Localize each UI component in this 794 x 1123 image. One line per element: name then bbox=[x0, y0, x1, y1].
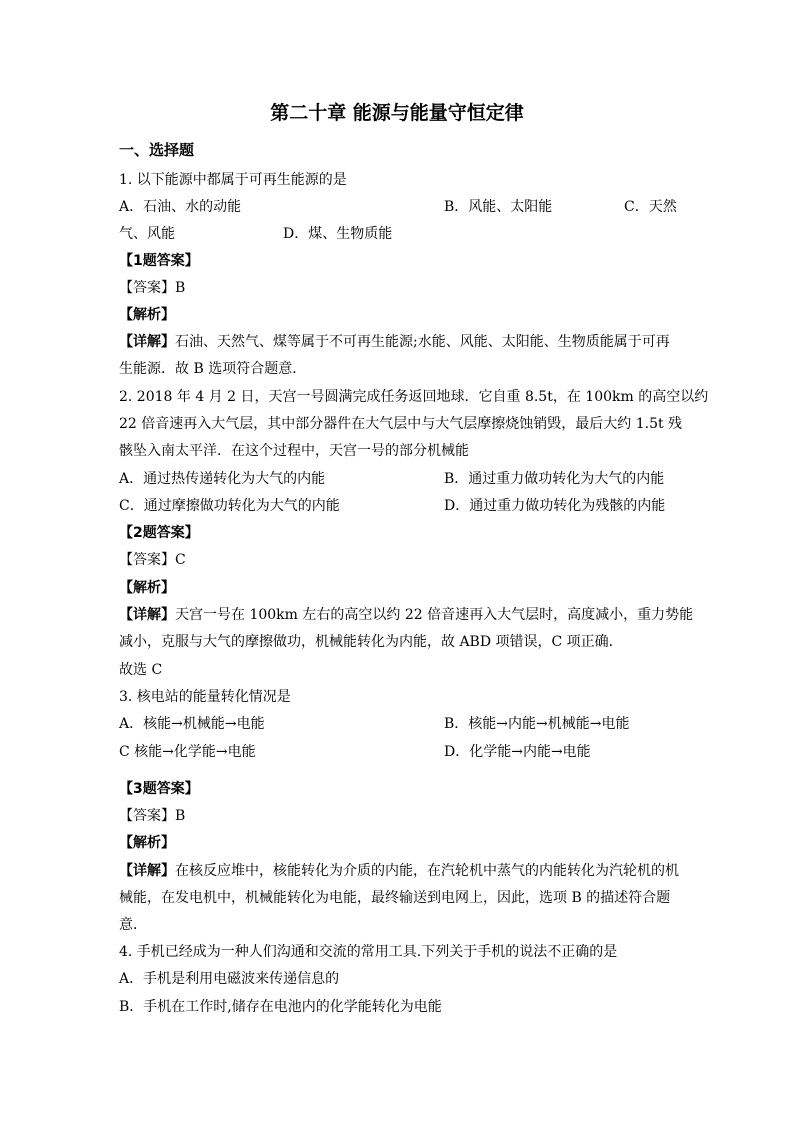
q2-stem-line2: 22 倍音速再入大气层，其中部分器件在大气层中与大气层摩擦烧蚀销毁，最后大约 1.5t 残 bbox=[119, 416, 683, 432]
q2-answer: 【答案】C bbox=[119, 552, 186, 568]
q4-option-a: A．手机是利用电磁波来传递信息的 bbox=[119, 971, 340, 987]
q2-option-b: B．通过重力做功转化为大气的内能 bbox=[444, 471, 665, 487]
q1-option-c-cont: 气、风能 bbox=[119, 226, 175, 242]
q3-detail-line3: 意． bbox=[119, 917, 147, 933]
q2-detail-line2: 减小，克服与大气的摩擦做功，机械能转化为内能，故 ABD 项错误，C 项正确． bbox=[119, 634, 623, 650]
q2-option-d: D．通过重力做功转化为残骸的内能 bbox=[444, 498, 666, 514]
q3-detail-line1 bbox=[119, 861, 679, 881]
chapter-title: 第二十章 能源与能量守恒定律 bbox=[270, 102, 524, 124]
q1-option-c: C．天然 bbox=[624, 199, 677, 215]
q2-stem-line3: 骸坠入南太平洋．在这个过程中，天宫一号的部分机械能 bbox=[119, 443, 469, 459]
q2-detail-tag: 【详解】 bbox=[119, 607, 175, 623]
q2-option-a: A．通过热传递转化为大气的内能 bbox=[119, 471, 326, 487]
q3-detail-text: 在核反应堆中，核能转化为介质的内能，在汽轮机中蒸气的内能转化为汽轮机的机 bbox=[175, 863, 679, 879]
q2-detail-line3: 故选 C bbox=[119, 662, 163, 678]
q2-detail-line1 bbox=[119, 605, 693, 625]
q3-answer-heading: 【3题答案】 bbox=[119, 781, 199, 797]
q1-detail-line1 bbox=[119, 332, 670, 352]
q2-answer-heading: 【2题答案】 bbox=[119, 525, 199, 541]
q2-analysis: 【解析】 bbox=[119, 580, 175, 596]
q2-stem-line1: 2. 2018 年 4 月 2 日，天宫一号圆满完成任务返回地球．它自重 8.5t，在 100km 的高空以约 bbox=[119, 389, 709, 405]
q3-option-b: B．核能→内能→机械能→电能 bbox=[444, 716, 630, 732]
q3-answer: 【答案】B bbox=[119, 808, 186, 824]
q4-option-b: B．手机在工作时,储存在电池内的化学能转化为电能 bbox=[119, 999, 442, 1015]
q1-answer: 【答案】B bbox=[119, 280, 186, 296]
q3-option-a: A．核能→机械能→电能 bbox=[119, 716, 265, 732]
q3-detail-tag: 【详解】 bbox=[119, 863, 175, 879]
q1-detail-tag: 【详解】 bbox=[119, 334, 175, 350]
q1-analysis: 【解析】 bbox=[119, 307, 175, 323]
q2-detail-text: 天宫一号在 100km 左右的高空以约 22 倍音速再入大气层时，高度减小，重力势能 bbox=[175, 607, 694, 623]
q3-option-d: D．化学能→内能→电能 bbox=[444, 744, 591, 760]
q3-detail-line2: 械能，在发电机中，机械能转化为电能，最终输送到电网上，因此，选项 B 的描述符合题 bbox=[119, 890, 671, 906]
q2-option-c: C．通过摩擦做功转化为大气的内能 bbox=[119, 498, 340, 514]
q1-stem: 1. 以下能源中都属于可再生能源的是 bbox=[119, 172, 347, 188]
q1-option-b: B．风能、太阳能 bbox=[444, 199, 553, 215]
q3-stem: 3. 核电站的能量转化情况是 bbox=[119, 689, 291, 705]
q1-detail-text: 石油、天然气、煤等属于不可再生能源;水能、风能、太阳能、生物质能属于可再 bbox=[175, 334, 670, 350]
q1-option-d: D．煤、生物质能 bbox=[283, 226, 393, 242]
q1-answer-heading: 【1题答案】 bbox=[119, 253, 199, 269]
q3-option-c: C 核能→化学能→电能 bbox=[119, 744, 256, 760]
q1-option-a: A．石油、水的动能 bbox=[119, 199, 242, 215]
q1-detail-line2: 生能源．故 B 选项符合题意． bbox=[119, 361, 307, 377]
q4-stem: 4. 手机已经成为一种人们沟通和交流的常用工具.下列关于手机的说法不正确的是 bbox=[119, 944, 618, 960]
section-heading: 一、选择题 bbox=[119, 141, 195, 159]
q3-analysis: 【解析】 bbox=[119, 835, 175, 851]
